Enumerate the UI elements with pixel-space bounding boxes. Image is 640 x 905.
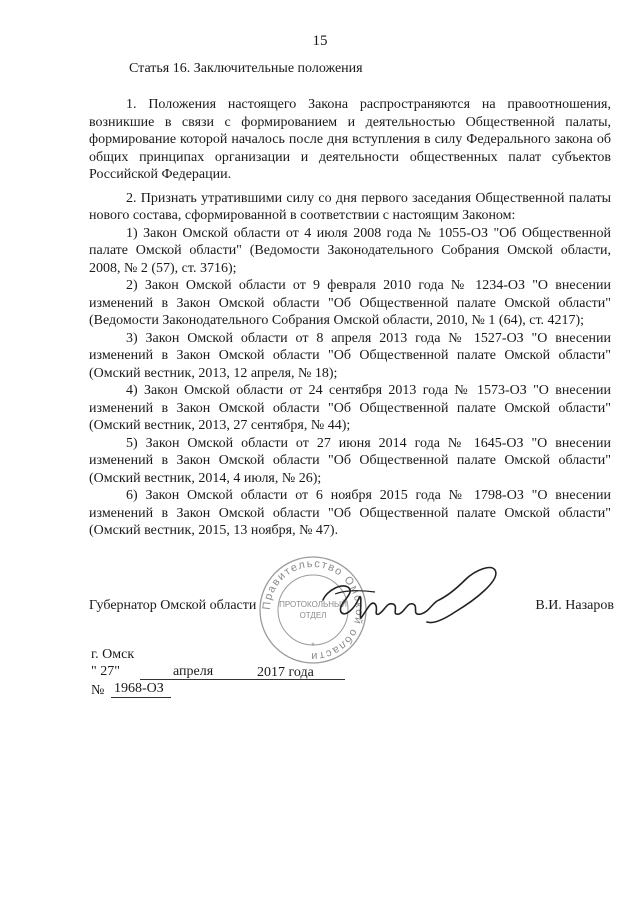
list-item-4: 4) Закон Омской области от 24 сентября 2013 года № 1573-ОЗ "О внесении изменений в Закон Омской области "Об Общественной палате Омской области" (Омский вестник, 2013, 27 сентября, № 44); bbox=[89, 383, 611, 433]
law-number bbox=[91, 680, 181, 700]
svg-text:ОТДЕЛ: ОТДЕЛ bbox=[299, 611, 327, 620]
place-of-signing: г. Омск bbox=[91, 647, 135, 662]
list-item-1: 1) Закон Омской области от 4 июля 2008 года № 1055-ОЗ "Об Общественной палате Омской области" (Ведомости Законодательного Собрания Омской области, 2008, № 2 (57), ст. 3716); bbox=[89, 225, 611, 276]
document-body bbox=[89, 96, 611, 540]
number-value: 1968-ОЗ bbox=[114, 681, 164, 696]
number-underline bbox=[111, 697, 171, 698]
article-title: Статья 16. Заключительные положения bbox=[129, 61, 363, 76]
page-number: 15 bbox=[312, 33, 328, 49]
list-item-3: 3) Закон Омской области от 8 апреля 2013 года № 1527-ОЗ "О внесении изменений в Закон Омской области "Об Общественной палате Омской области" (Омский вестник, 2013, 12 апреля, № 18); bbox=[89, 330, 611, 381]
paragraph-2: 2. Признать утратившими силу со дня первого заседания Общественной палаты нового состава, сформированной в соответствии с настоящим Законом: bbox=[89, 190, 611, 223]
list-item-2: 2) Закон Омской области от 9 февраля 2010 года № 1234-ОЗ "О внесении изменений в Закон Омской области "Об Общественной палате Омской области" (Ведомости Законодательного Собрания Омской области, 2010, № 1 (64), ст. 4217); bbox=[89, 278, 611, 328]
list-item-5: 5) Закон Омской области от 27 июня 2014 года № 1645-ОЗ "О внесении изменений в Закон Омской области "Об Общественной палате Омской области" (Омский вестник, 2014, 4 июля, № 26); bbox=[89, 435, 611, 486]
svg-text:*: * bbox=[311, 641, 315, 651]
signing-date bbox=[91, 663, 351, 681]
svg-text:ПРОТОКОЛЬНЫЙ: ПРОТОКОЛЬНЫЙ bbox=[279, 600, 347, 609]
number-sign: № bbox=[91, 683, 105, 698]
date-day: " 27" bbox=[91, 664, 120, 679]
signatory-title: Губернатор Омской области bbox=[89, 598, 257, 613]
paragraph-1: 1. Положения настоящего Закона распространяются на правоотношения, возникшие в связи с формированием и деятельностью Общественной палаты, формирование которой началось после дня вступления в силу Федерального закона об общих принципах организации и деятельности общественных палат субъектов Российской Федерации. bbox=[89, 97, 611, 182]
date-month: апреля bbox=[173, 664, 214, 679]
handwritten-signature bbox=[315, 560, 510, 630]
signatory-name: В.И. Назаров bbox=[535, 598, 614, 613]
list-item-6: 6) Закон Омской области от 6 ноября 2015 года № 1798-ОЗ "О внесении изменений в Закон Омской области "Об Общественной палате Омской области" (Омский вестник, 2015, 13 ноября, № 47). bbox=[89, 488, 611, 538]
svg-text:Правительство Омской области: Правительство Омской области bbox=[260, 557, 366, 663]
signature-block bbox=[89, 597, 614, 619]
date-year: 2017 года bbox=[257, 665, 314, 680]
